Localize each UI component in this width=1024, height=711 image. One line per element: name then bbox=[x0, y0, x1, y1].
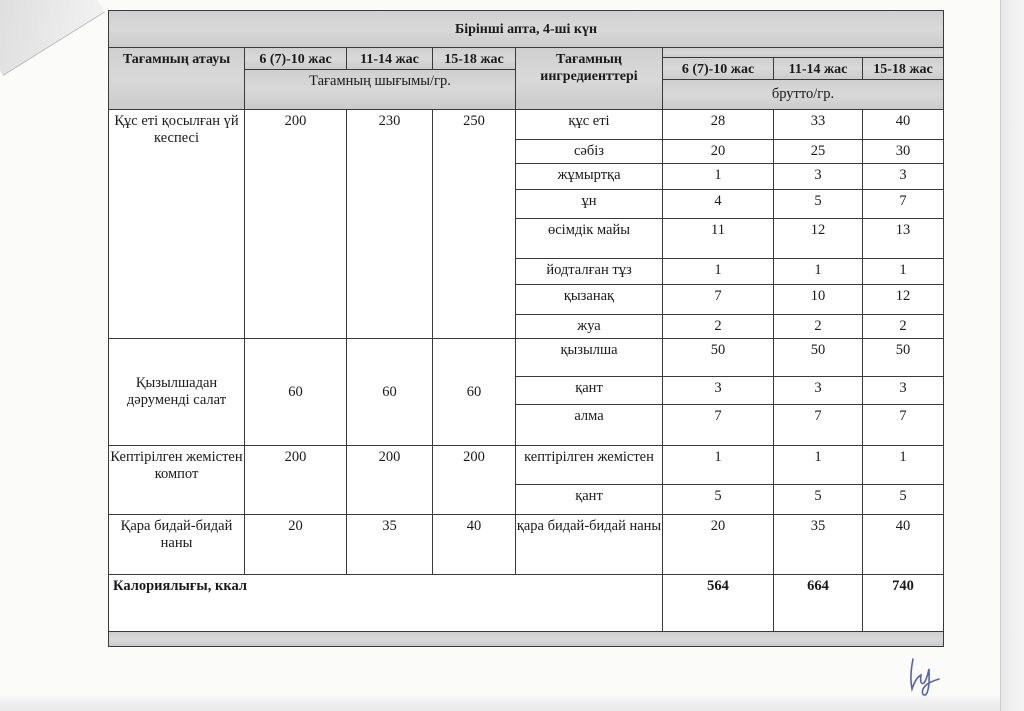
dish-name-text: Кептірілген жемістен компот bbox=[110, 449, 243, 482]
dish-yield bbox=[432, 445, 516, 515]
dish-yield bbox=[346, 445, 433, 515]
scan-page-edge bbox=[1000, 0, 1024, 711]
ingredient-gross-text: 1 bbox=[714, 167, 722, 183]
ingredient-gross-text: 1 bbox=[814, 449, 822, 465]
header-yield-label-text: Тағамның шығымы/гр. bbox=[309, 73, 451, 89]
signature-mark bbox=[905, 655, 945, 697]
header-gross-label bbox=[662, 79, 944, 110]
dish-yield bbox=[346, 109, 433, 339]
table-title bbox=[108, 10, 944, 48]
dish-yield-text: 35 bbox=[382, 518, 397, 534]
ingredient-gross-text: 2 bbox=[714, 318, 722, 334]
dish-yield bbox=[244, 514, 347, 575]
ingredient-gross bbox=[862, 376, 944, 405]
ingredient-gross-text: 1 bbox=[814, 262, 822, 278]
ingredient-name-text: жуа bbox=[577, 318, 601, 334]
header-gross-age-1 bbox=[773, 57, 863, 80]
dish-yield-text: 60 bbox=[288, 383, 303, 400]
ingredient-gross bbox=[773, 314, 863, 339]
dish-yield bbox=[346, 338, 433, 446]
ingredient-name-text: қант bbox=[575, 488, 603, 504]
ingredient-gross-text: 3 bbox=[899, 380, 907, 396]
header-yield-label bbox=[244, 69, 516, 110]
ingredient-gross-text: 1 bbox=[899, 262, 907, 278]
ingredient-gross bbox=[773, 284, 863, 315]
ingredient-gross bbox=[862, 109, 944, 140]
ingredient-gross-text: 5 bbox=[814, 193, 822, 209]
ingredient-gross bbox=[662, 189, 774, 219]
ingredient-gross bbox=[773, 514, 863, 575]
ingredient-gross bbox=[773, 139, 863, 164]
ingredient-gross-text: 20 bbox=[710, 518, 726, 534]
dish-yield-text: 200 bbox=[378, 449, 401, 465]
header-dish-name bbox=[108, 47, 245, 110]
ingredient-gross-text: 40 bbox=[895, 113, 911, 129]
dish-yield-text: 60 bbox=[382, 383, 397, 400]
ingredient-gross bbox=[862, 284, 944, 315]
ingredient-gross bbox=[662, 109, 774, 140]
calories-label-text: Калориялығы, ккал bbox=[113, 578, 247, 594]
calories-value bbox=[862, 574, 944, 632]
ingredient-name-text: өсімдік майы bbox=[548, 222, 630, 238]
ingredient-gross-text: 12 bbox=[895, 288, 911, 304]
ingredient-name bbox=[515, 109, 663, 140]
ingredient-gross-text: 5 bbox=[899, 488, 907, 504]
ingredient-gross-text: 1 bbox=[714, 449, 722, 465]
ingredient-gross-text: 7 bbox=[899, 193, 907, 209]
scan-folded-corner bbox=[0, 0, 105, 76]
ingredient-gross bbox=[773, 338, 863, 377]
dish-yield bbox=[346, 514, 433, 575]
dish-name bbox=[108, 514, 245, 575]
dish-yield-text: 200 bbox=[284, 449, 307, 465]
table-title-text: Бірінші апта, 4-ші күн bbox=[454, 21, 598, 37]
dish-yield bbox=[432, 109, 516, 339]
ingredient-gross bbox=[862, 163, 944, 190]
header-yield-age-1-text: 11-14 жас bbox=[360, 52, 419, 67]
dish-name-text: Қара бидай-бидай наны bbox=[120, 518, 233, 551]
ingredient-gross bbox=[662, 258, 774, 285]
ingredient-gross bbox=[662, 284, 774, 315]
dish-yield-text: 60 bbox=[466, 383, 482, 400]
dish-name bbox=[108, 109, 245, 339]
dish-yield-text: 250 bbox=[463, 113, 485, 129]
ingredient-gross bbox=[662, 514, 774, 575]
dish-yield-text: 20 bbox=[288, 518, 303, 534]
header-ingredients bbox=[515, 47, 663, 110]
header-yield-age-0-text: 6 (7)-10 жас bbox=[259, 52, 332, 67]
ingredient-gross bbox=[773, 445, 863, 485]
ingredient-gross-text: 25 bbox=[810, 143, 826, 159]
ingredient-name bbox=[515, 284, 663, 315]
ingredient-gross-text: 7 bbox=[714, 408, 722, 424]
ingredient-gross-text: 1 bbox=[714, 262, 722, 278]
calories-value-text: 564 bbox=[707, 578, 729, 594]
ingredient-gross bbox=[862, 139, 944, 164]
table-footer-strip bbox=[108, 631, 944, 647]
dish-name bbox=[108, 338, 245, 446]
ingredient-gross-text: 10 bbox=[810, 288, 826, 304]
ingredient-gross bbox=[773, 163, 863, 190]
ingredient-name-text: қант bbox=[575, 380, 603, 396]
ingredient-gross-text: 7 bbox=[899, 408, 907, 424]
ingredient-gross-text: 50 bbox=[810, 342, 826, 358]
ingredient-gross bbox=[773, 404, 863, 446]
dish-yield bbox=[244, 338, 347, 446]
header-yield-age-2-text: 15-18 жас bbox=[444, 52, 504, 67]
ingredient-gross bbox=[662, 163, 774, 190]
ingredient-gross bbox=[862, 258, 944, 285]
ingredient-name-text: қызылша bbox=[560, 342, 618, 358]
header-yield-age-1 bbox=[346, 47, 433, 70]
header-yield-age-2 bbox=[432, 47, 516, 70]
ingredient-gross bbox=[773, 258, 863, 285]
ingredient-gross-text: 50 bbox=[710, 342, 726, 358]
header-gross-age-2 bbox=[862, 57, 944, 80]
ingredient-gross bbox=[773, 376, 863, 405]
ingredient-gross-text: 2 bbox=[899, 318, 907, 334]
ingredient-gross-text: 30 bbox=[895, 143, 911, 159]
dish-name-text: Қызылшадан дәруменді салат bbox=[126, 375, 227, 408]
dish-yield-text: 230 bbox=[378, 113, 401, 129]
ingredient-name bbox=[515, 514, 663, 575]
header-gross-age-0 bbox=[662, 57, 774, 80]
ingredient-gross-text: 5 bbox=[814, 488, 822, 504]
ingredient-name bbox=[515, 218, 663, 259]
ingredient-name bbox=[515, 338, 663, 377]
ingredient-gross bbox=[662, 218, 774, 259]
ingredient-gross bbox=[662, 314, 774, 339]
dish-yield bbox=[432, 514, 516, 575]
calories-label bbox=[108, 574, 663, 632]
calories-value bbox=[773, 574, 863, 632]
ingredient-gross bbox=[862, 218, 944, 259]
ingredient-name-text: жұмыртқа bbox=[557, 167, 621, 183]
ingredient-name bbox=[515, 163, 663, 190]
ingredient-name-text: йодталған тұз bbox=[546, 262, 632, 278]
ingredient-gross-text: 20 bbox=[710, 143, 726, 159]
ingredient-gross bbox=[662, 338, 774, 377]
ingredient-gross-text: 11 bbox=[711, 222, 725, 238]
dish-yield-text: 200 bbox=[284, 113, 307, 129]
ingredient-gross bbox=[662, 484, 774, 515]
ingredient-name bbox=[515, 139, 663, 164]
ingredient-name bbox=[515, 445, 663, 485]
ingredient-gross-text: 4 bbox=[714, 193, 722, 209]
ingredient-gross-text: 40 bbox=[895, 518, 911, 534]
ingredient-name-text: сәбіз bbox=[573, 143, 604, 159]
ingredient-gross-text: 33 bbox=[810, 113, 826, 129]
ingredient-name-text: алма bbox=[574, 408, 604, 424]
ingredient-name bbox=[515, 314, 663, 339]
header-yield-age-0 bbox=[244, 47, 347, 70]
header-gross-label-text: брутто/гр. bbox=[771, 86, 835, 102]
ingredient-gross bbox=[773, 189, 863, 219]
scan-page-bottom bbox=[0, 696, 1000, 711]
ingredient-gross-text: 50 bbox=[895, 342, 911, 358]
dish-name-text: Құс еті қосылған үй кеспесі bbox=[114, 113, 239, 146]
dish-yield bbox=[244, 445, 347, 515]
header-gross-age-0-text: 6 (7)-10 жас bbox=[681, 62, 755, 77]
dish-name bbox=[108, 445, 245, 515]
ingredient-gross bbox=[862, 314, 944, 339]
ingredient-gross-text: 7 bbox=[814, 408, 822, 424]
ingredient-name-text: кептірілген жемістен bbox=[524, 449, 654, 465]
ingredient-gross bbox=[773, 109, 863, 140]
ingredient-gross-text: 3 bbox=[899, 167, 907, 183]
ingredient-gross bbox=[862, 484, 944, 515]
ingredient-gross bbox=[862, 445, 944, 485]
ingredient-name-text: қызанақ bbox=[563, 288, 615, 304]
ingredient-gross-text: 35 bbox=[810, 518, 826, 534]
ingredient-gross-text: 3 bbox=[814, 167, 822, 183]
calories-value bbox=[662, 574, 774, 632]
ingredient-gross bbox=[862, 189, 944, 219]
ingredient-name-text: ұн bbox=[581, 193, 597, 209]
ingredient-gross-text: 5 bbox=[714, 488, 722, 504]
ingredient-gross-text: 13 bbox=[895, 222, 911, 238]
ingredient-gross bbox=[862, 338, 944, 377]
ingredient-name bbox=[515, 484, 663, 515]
ingredient-name-text: құс еті bbox=[568, 113, 610, 129]
ingredient-name bbox=[515, 404, 663, 446]
dish-yield bbox=[432, 338, 516, 446]
header-dish-name-text: Тағамның атауы bbox=[122, 52, 231, 67]
ingredient-gross-text: 28 bbox=[710, 113, 726, 129]
header-gross-age-1-text: 11-14 жас bbox=[788, 62, 848, 77]
header-ingredients-text: Тағамның ингредиенттері bbox=[540, 52, 638, 84]
ingredient-gross-text: 3 bbox=[814, 380, 822, 396]
header-gross-spacer bbox=[662, 47, 944, 58]
ingredient-name bbox=[515, 189, 663, 219]
ingredient-gross bbox=[773, 484, 863, 515]
calories-value-text: 740 bbox=[892, 578, 914, 594]
header-gross-age-2-text: 15-18 жас bbox=[873, 62, 933, 77]
ingredient-name bbox=[515, 258, 663, 285]
ingredient-name bbox=[515, 376, 663, 405]
dish-yield-text: 200 bbox=[463, 449, 485, 465]
ingredient-gross-text: 3 bbox=[714, 380, 722, 396]
ingredient-gross bbox=[662, 139, 774, 164]
ingredient-gross bbox=[662, 376, 774, 405]
dish-yield bbox=[244, 109, 347, 339]
ingredient-gross bbox=[773, 218, 863, 259]
dish-yield-text: 40 bbox=[466, 518, 482, 534]
ingredient-gross bbox=[662, 445, 774, 485]
ingredient-gross bbox=[862, 404, 944, 446]
ingredient-gross bbox=[662, 404, 774, 446]
ingredient-gross-text: 1 bbox=[899, 449, 907, 465]
ingredient-gross-text: 7 bbox=[714, 288, 722, 304]
ingredient-gross-text: 2 bbox=[814, 318, 822, 334]
ingredient-gross bbox=[862, 514, 944, 575]
ingredient-gross-text: 12 bbox=[810, 222, 826, 238]
ingredient-name-text: қара бидай-бидай наны bbox=[516, 518, 662, 534]
calories-value-text: 664 bbox=[807, 578, 829, 594]
